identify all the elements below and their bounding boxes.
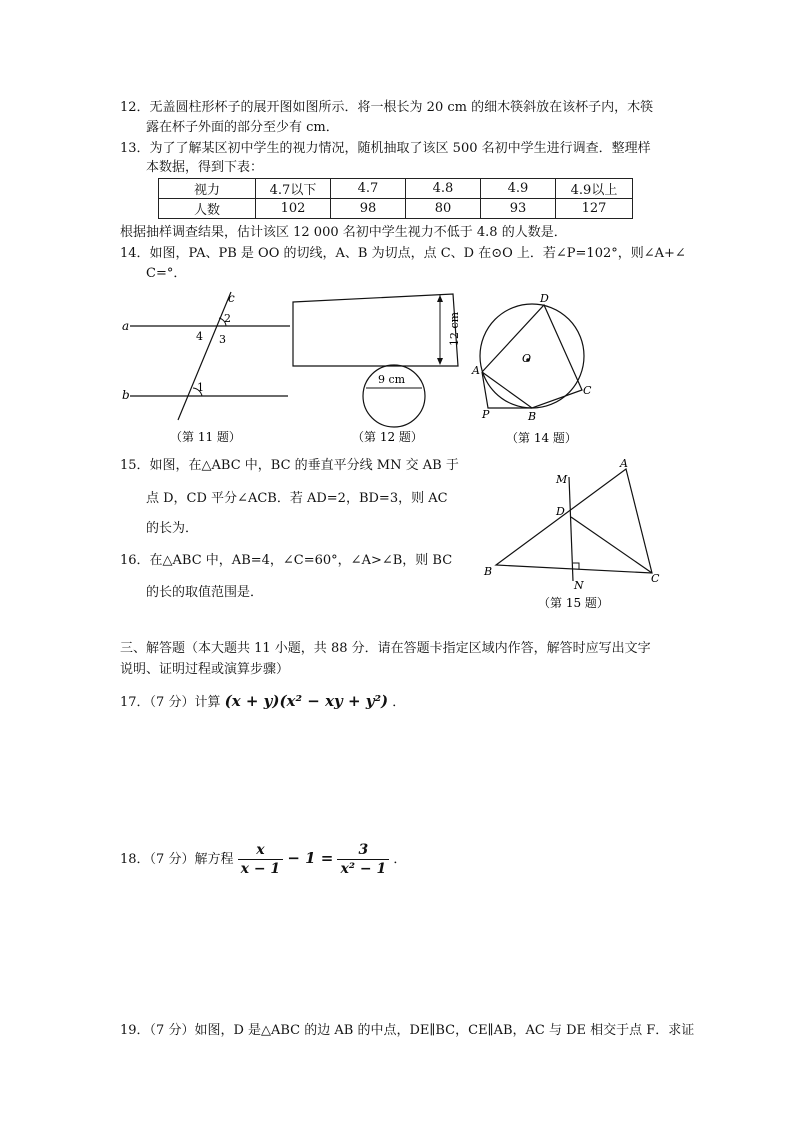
vision-table <box>158 178 633 219</box>
q14-line2: C=°． <box>146 266 187 281</box>
q17-prefix: 17．（7 分）计算 <box>120 695 221 710</box>
table-cell: 4.9以上 <box>556 179 633 199</box>
caption-14: （第 14 题） <box>506 431 577 445</box>
q14-line1: 14．如图，PA、PB 是 OO 的切线，A、B 为切点，点 C、D 在⊙O 上．若∠P=102°，则∠A+∠ <box>120 246 686 261</box>
table-cell: 人数 <box>159 199 256 219</box>
q17-suffix: ． <box>392 695 406 710</box>
q18-prefix: 18．（7 分）解方程 <box>120 852 234 867</box>
q16-line2: 的长的取值范围是． <box>146 585 264 600</box>
quad-adcb <box>482 305 582 408</box>
label-b: b <box>122 388 130 402</box>
q18-suffix: ． <box>393 852 407 867</box>
table-cell: 127 <box>556 199 633 219</box>
q13-line1: 13．为了了解某区初中学生的视力情况，随机抽取了该区 500 名初中学生进行调查．整理样 <box>120 141 651 156</box>
q13-line2: 本数据，得到下表： <box>146 160 264 175</box>
figure-11 <box>118 288 293 448</box>
caption-15: （第 15 题） <box>538 596 609 610</box>
arrow-down-icon <box>437 358 443 365</box>
q12-line2: 露在杯子外面的部分至少有 cm． <box>146 120 339 135</box>
line-mn <box>569 477 573 581</box>
table-row <box>159 199 633 219</box>
label-D: D <box>540 292 549 305</box>
q18-frac2-denominator: x² − 1 <box>340 861 387 877</box>
table-cell: 98 <box>331 199 406 219</box>
table-cell: 93 <box>481 199 556 219</box>
q18-frac1-denominator: x − 1 <box>240 861 281 877</box>
label-4: 4 <box>196 330 203 343</box>
q18-frac1-numerator: x <box>238 841 284 860</box>
section3-line2: 说明、证明过程或演算步骤） <box>120 662 290 677</box>
label-c: c <box>228 291 235 305</box>
table-cell: 4.8 <box>406 179 481 199</box>
q19-line1: 19．（7 分）如图，D 是△ABC 的边 AB 的中点，DE∥BC，CE∥AB，AC 与 DE 相交于点 F．求证 <box>120 1023 695 1038</box>
q18-middle: − 1 = <box>287 849 334 867</box>
label-M: M <box>556 473 568 486</box>
figure-12 <box>288 290 473 448</box>
label-A: A <box>472 364 480 377</box>
q18-fraction-2 <box>337 841 389 878</box>
label-1: 1 <box>197 381 204 394</box>
figure-14 <box>470 290 600 448</box>
caption-12: （第 12 题） <box>352 430 423 444</box>
label-B: B <box>484 565 493 578</box>
table-cell: 视力 <box>159 179 256 199</box>
label-N: N <box>574 579 584 592</box>
q18 <box>120 838 406 880</box>
arrow-up-icon <box>437 295 443 302</box>
figure-15 <box>478 455 670 615</box>
label-2: 2 <box>224 312 231 325</box>
diameter-label: 9 cm <box>378 373 406 386</box>
q12-line1: 12．无盖圆柱形杯子的展开图如图所示．将一根长为 20 cm 的细木筷斜放在该杯子内，木筷 <box>120 100 654 115</box>
label-D: D <box>556 505 565 518</box>
label-C: C <box>583 384 592 397</box>
q15-line2: 点 D，CD 平分∠ACB．若 AD=2，BD=3，则 AC <box>146 491 448 506</box>
label-A: A <box>620 457 628 470</box>
table-row <box>159 179 633 199</box>
label-P: P <box>482 408 490 421</box>
table-cell: 80 <box>406 199 481 219</box>
table-cell: 102 <box>256 199 331 219</box>
height-label: 12 cm <box>448 311 461 346</box>
q13-line3: 根据抽样调查结果，估计该区 12 000 名初中学生视力不低于 4.8 的人数是． <box>120 225 567 240</box>
caption-11: （第 11 题） <box>170 430 241 444</box>
q18-frac2-numerator: 3 <box>337 841 389 860</box>
q17-expression: (x + y)(x² − xy + y²) <box>224 692 389 710</box>
table-cell: 4.7 <box>331 179 406 199</box>
circle-o <box>480 304 584 408</box>
table-cell: 4.9 <box>481 179 556 199</box>
cup-side-rect <box>293 294 458 366</box>
q17 <box>120 692 405 712</box>
label-B: B <box>528 410 537 423</box>
table-cell: 4.7以下 <box>256 179 331 199</box>
q15-line1: 15．如图，在△ABC 中，BC 的垂直平分线 MN 交 AB 于 <box>120 458 459 473</box>
section3-line1: 三、解答题（本大题共 11 小题，共 88 分．请在答题卡指定区域内作答，解答时应写出文字 <box>120 641 651 656</box>
label-C: C <box>651 572 660 585</box>
label-O: O <box>522 352 532 365</box>
q16-line1: 16．在△ABC 中，AB=4，∠C=60°，∠A>∠B，则 BC <box>120 553 453 568</box>
label-3: 3 <box>219 333 226 346</box>
q18-fraction-1 <box>238 841 284 878</box>
q15-line3: 的长为． <box>146 521 199 536</box>
label-a: a <box>122 319 130 333</box>
right-angle-mark <box>573 563 579 569</box>
